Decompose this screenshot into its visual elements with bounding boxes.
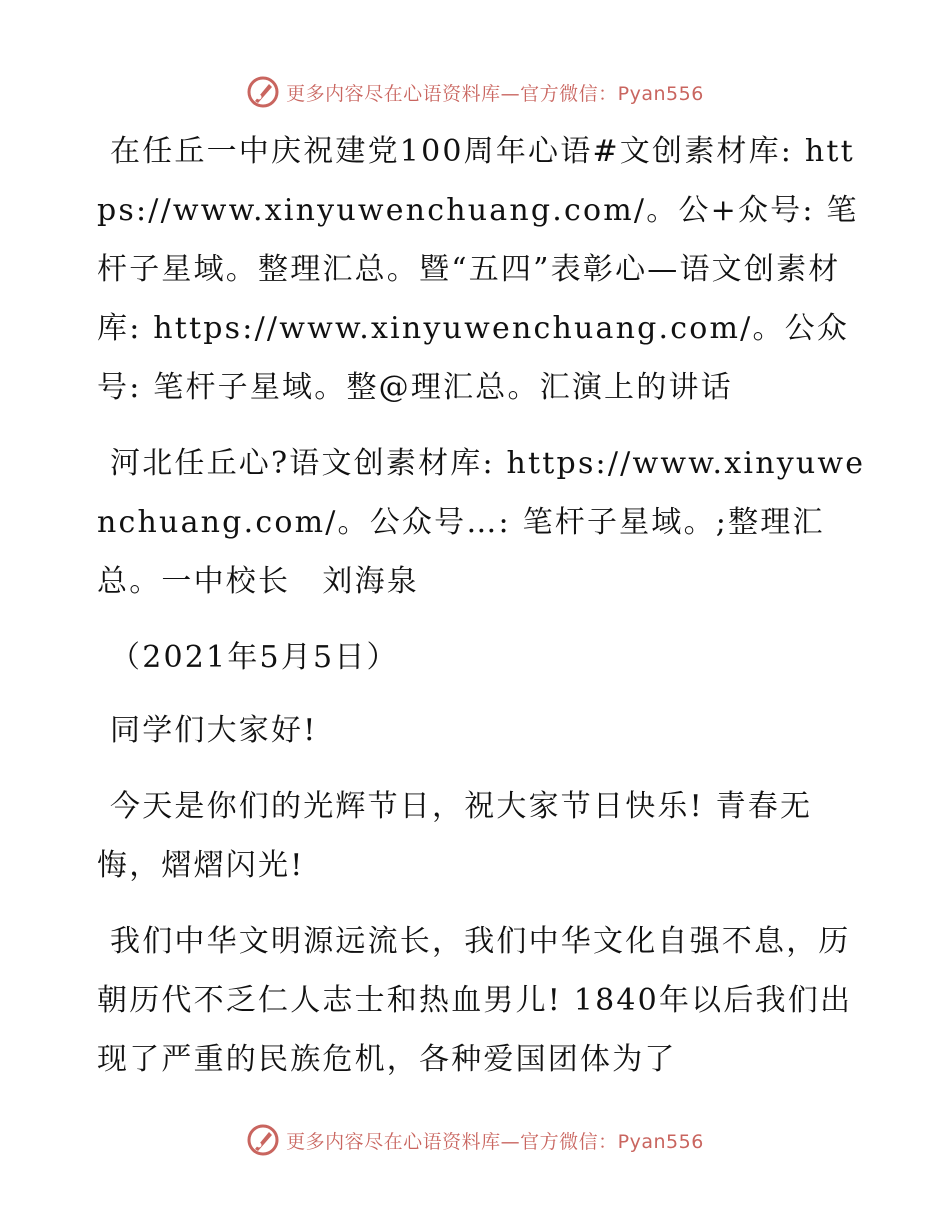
paragraph-wishes: 今天是你们的光辉节日，祝大家节日快乐! 青春无悔，熠熠闪光! [97, 789, 813, 883]
watermark-text: 更多内容尽在心语资料库—官方微信：Pyan556 [286, 1130, 704, 1153]
header-watermark [0, 72, 950, 112]
paragraph-title: 在任丘一中庆祝建党100周年心语#文创素材库: https://www.xinyuwenchuang.com/。公+众号: 笔杆子星域。整理汇总。暨“五四”表彰心—语文创素材库: https://www.xinyuwenchuang.com/。公众号: 笔杆子星域。整@理汇总。汇演上的讲话 [97, 134, 859, 405]
watermark-text: 更多内容尽在心语资料库—官方微信：Pyan556 [286, 82, 704, 105]
document-body [97, 122, 867, 1106]
quill-logo-icon [246, 1123, 280, 1157]
paragraph-greeting: 同学们大家好! [110, 713, 318, 748]
paragraph-date: （2021年5月5日） [110, 640, 399, 675]
footer-watermark [0, 1120, 950, 1160]
paragraph-author: 河北任丘心?语文创素材库: https://www.xinyuwenchuang.com/。公众号…: 笔杆子星域。;整理汇总。一中校长 刘海泉 [97, 446, 866, 599]
paragraph-history: 我们中华文明源远流长，我们中华文化自强不息，历朝历代不乏仁人志士和热血男儿! 1840年以后我们出现了严重的民族危机，各种爱国团体为了 [97, 924, 853, 1077]
quill-logo-icon [246, 75, 280, 109]
